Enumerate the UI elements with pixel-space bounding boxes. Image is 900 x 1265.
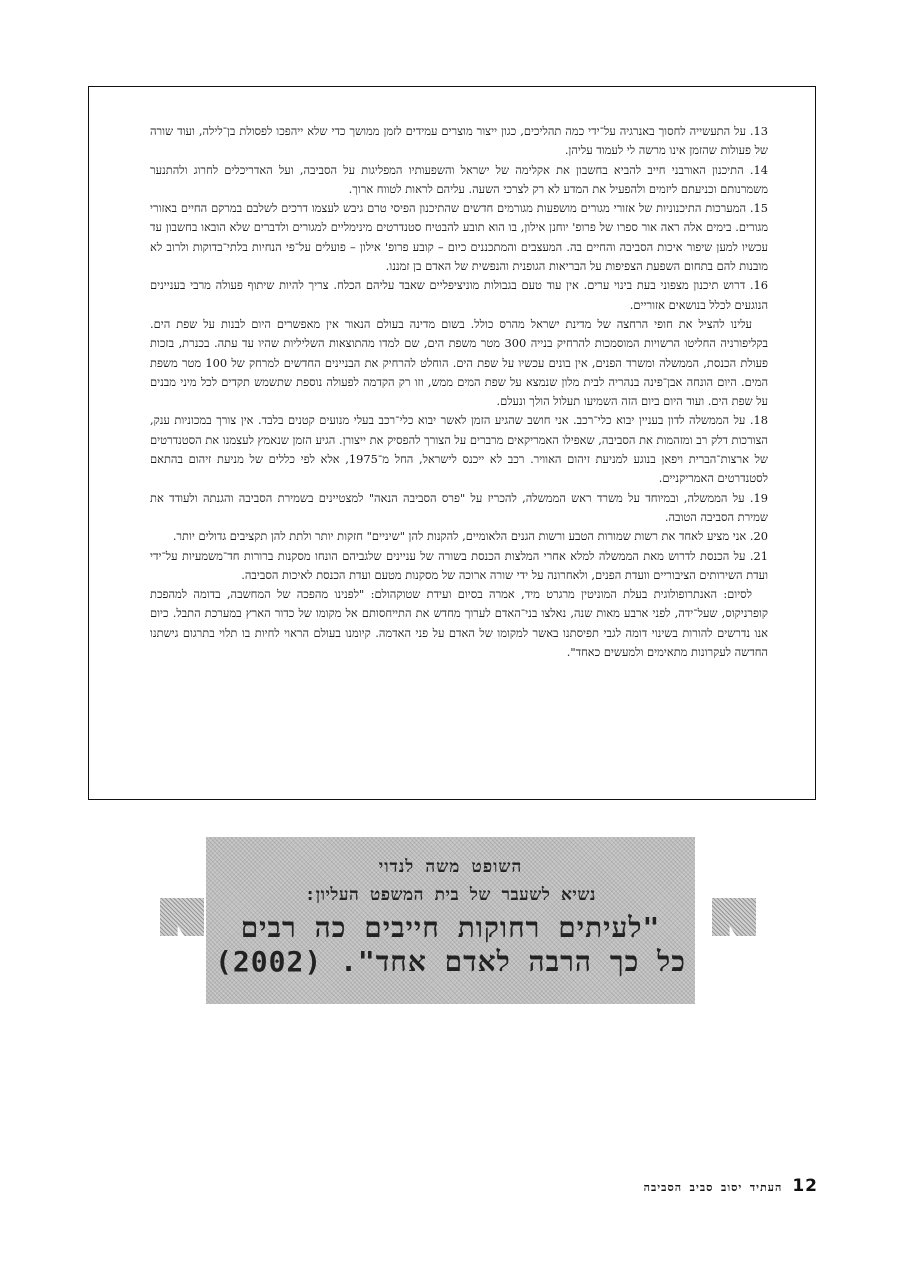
paragraph-18: 18. על הממשלה לדון בעניין יבוא כלי־רכב. אני חושב שהגיע הזמן לאשר יבוא כלי־רכב בעלי מנועים קטנים בלבד. אין צורך במכוניות ענק, הצורכות דלק רב ומזהמות את הסביבה, שאפילו האמריקאים מרברים על הצורך להפסיק את ייצורן. הגיע הזמן שנאמץ לעצמנו את הסטנדרטים של ארצות־הברית ויפאן בנוגע למניעת זיהום האוויר. רכב לא ייכנס לישראל, החל מ־1975, אלא לפי כללים של מניעת זיהום בהתאם לסטנדרטים האמריקניים.	[150, 413, 768, 486]
quote-author: השופט משה לנדוי	[378, 857, 523, 877]
close-quote-mark-icon	[160, 898, 204, 936]
running-title: העתיד יסוב סביב הסביבה	[643, 1181, 783, 1194]
quote-text-line-1: "לעיתים רחוקות חייבים כה רבים	[240, 911, 661, 944]
quote-text	[206, 911, 695, 979]
paragraph-21: 21. על הכנסת לדרוש מאת הממשלה למלא אחרי המלצות הכנסת בשורה של עניינים שלגביהם הונחו מסקנות ברורות חד־משמעיות על־ידי ועדת השירותים הציבוריים וועדת הפנים, ולאחרונה על ידי שורה ארוכה של מסקנות מטעם ועדת הכנסת לאיכות הסביבה.	[150, 548, 768, 582]
open-quote-mark-icon	[712, 898, 756, 936]
closing-paragraph: לסיום: האנתרופולוגית בעלת המוניטין מרגרט מיד, אמרה בסיום ועידת שטוקהולם: "לפנינו מהפכה של המחשבה, בדומה למהפכת קופרניקוס, שעל־ידה, לפני ארבע מאות שנה, נאלצו בני־האדם לערוך מחדש את התייחסותם אל מקומו של כדור הארץ במערכת התבל. כיום אנו נדרשים להורות בשינוי דומה לגבי תפיסתנו באשר למקומו של האדם על פני האדמה. קיומנו בעולם הראוי לחיות בו תלוי בתרגום גישתנו החדשה לעקרונות מתאימים ולמעשים כאחד".	[150, 587, 768, 660]
paragraph-16: 16. דרוש תיכנון מצפוני בעת בינוי ערים. אין עוד טעם בגבולות מוניציפליים שאבד עליהם הכלח. צריך להיות שיתוף פעולה מרבי בעניינים הנוגעים לכלל בנושאים אזוריים.	[150, 278, 768, 312]
quote-author-title: נשיא לשעבר של בית המשפט העליון:	[305, 885, 596, 905]
paragraph-14: 14. התיכנון האורבני חייב להביא בחשבון את אקלימה של ישראל והשפעותיו המפליגות על הסביבה, ועל האדריכלים לחרוג ולהתנער משמרנותם וכניעתם ליזמים ולהפעיל את המדע לא רק לצרכי השעה. עליהם לראות לטווח ארוך.	[150, 162, 768, 196]
pull-quote-box	[206, 837, 695, 1004]
paragraph-13: 13. על התעשייה לחסוך באנרגיה על־ידי כמה תהליכים, כגון ייצור מוצרים עמידים לזמן ממושך כדי שלא ייהפכו לפסולת בן־לילה, ועוד שורה של פעולות שהזמן אינו מרשה לי לעמוד עליהן.	[150, 124, 768, 158]
paragraph-20: 20. אני מציע לאחד את רשות שמורות הטבע ורשות הגנים הלאומיים, להקנות להן "שיניים" חזקות יותר ולתת להן תקציבים גדולים יותר.	[172, 529, 768, 544]
paragraph-19: 19. על הממשלה, ובמיוחד על משרד ראש הממשלה, להכריז על "פרס הסביבה הנאה" למצטיינים בשמירת הסביבה והגנתה ולעודד את שמירת הסביבה הטובה.	[150, 490, 768, 524]
page-footer	[644, 1176, 818, 1196]
article-body	[150, 122, 768, 662]
page-number: 12	[792, 1176, 818, 1196]
paragraph-17: עלינו להציל את חופי הרחצה של מדינת ישראל מהרס כולל. בשום מדינה בעולם הנאור אין מאפשרים היום לבנות על שפת הים. בקליפורניה החליטו הרשויות המוסמכות להרחיק בנייה 300 מטר משפת הים, שם למדו מהתוצאות השליליות שהיו עד עתה. בכנרת, בזכות פעולת הכנסת, הממשלה ומשרד הפנים, אין בונים עכשיו על שפת הים. הוחלט להרחיק את הבניינים החדשים למרחק של 100 מטר משפת המים. היום הונחה אבן־פינה בנהריה לבית מלון שנמצא על שפת המים ממש, וזו רק הקדמה לפעולה נוספת שתשמש תקדים לכל מיני מבנים על שפת הים. ועוד היום ביום הזה השמיעו תעלול הולך ונעלם.	[150, 316, 768, 409]
quote-text-line-2: כל כך הרבה לאדם אחד". (2002)	[215, 945, 686, 978]
paragraph-15: 15. המערכות התיכנוניות של אזורי מגורים מושפעות מגורמים חדשים שהתיכנון הפיסי טרם גיבש לעצמו דרכים לשלבם במרקם החיים באזורי מגורים. בימים אלה ראה אור ספרו של פרופ' יוחנן אילון, בו הוא תובע להבטיח סטנדרטים מינימליים למגורים ולדברים שלא הובאו בחשבון עד עכשיו למען שיפור איכות הסביבה והחיים בה. המעצבים והמתכננים כיום – קובע פרופ' אילון – פועלים על־פי הנחיות בלתי־בדוקות ולרוב לא מובנות להם בתחום השפעת הצפיפות על הבריאות הגופנית והנפשית של האדם בן זמננו.	[150, 201, 768, 274]
